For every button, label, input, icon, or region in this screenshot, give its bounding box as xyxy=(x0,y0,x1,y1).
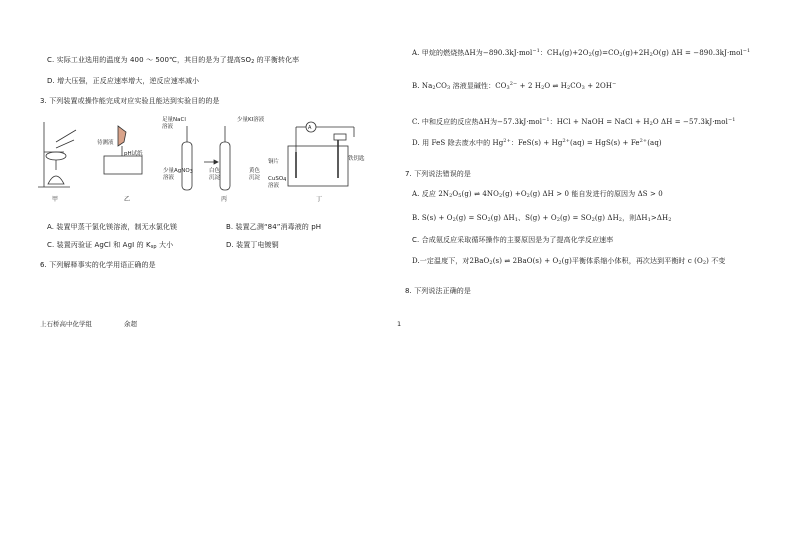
q3-stem: 3. 下列装置或操作能完成对应实验且能达到实验目的的是 xyxy=(40,97,220,105)
footer-author: 余超 xyxy=(124,320,137,328)
label-yi: 乙 xyxy=(124,196,131,203)
label-iron-key: 铁钥匙 xyxy=(348,156,365,162)
q6-stem: 6. 下列解释事实的化学用语正确的是 xyxy=(40,261,156,269)
q2-option-d: D. 增大压强，正反应速率增大，逆反应速率减小 xyxy=(47,77,200,85)
q3-option-a: A. 装置甲蒸干氯化镁溶液，制无水氯化镁 xyxy=(47,223,178,231)
q7-option-d: D.一定温度下，对2BaO$_2$(s) ⇌ $2BaO(s) + O_2(g)$平衡体系缩小体积，再次达到平衡时 c $(O_2)$ 不变 xyxy=(412,257,726,266)
apparatus-jia xyxy=(38,122,76,187)
apparatus-bing xyxy=(182,126,230,190)
q2-option-c: C. 实际工业选用的温度为 400 ～ 500℃，其目的是为了提高$SO_2$ 的平衡转化率 xyxy=(47,56,300,65)
page-number: 1 xyxy=(397,320,402,328)
label-copper: 铜片 xyxy=(268,159,280,165)
q6-option-b: B. $Na_2CO_3$ 溶液显碱性：$CO_3^{2-} + 2$ $H_2O$ ⇌ $H_2CO_3 + 2OH^-$ xyxy=(412,81,617,91)
q7-option-c: C. 合成氨反应采取循环操作的主要原因是为了提高化学反应速率 xyxy=(412,236,614,244)
label-jia: 甲 xyxy=(52,196,59,203)
apparatus-yi xyxy=(104,126,142,174)
label-bing: 丙 xyxy=(221,196,228,203)
label-ki: 少量KI溶液 xyxy=(237,117,265,123)
apparatus-figure xyxy=(34,112,374,207)
label-nacl-2: 溶液 xyxy=(162,124,174,130)
apparatus-ding xyxy=(288,122,354,186)
label-ding: 丁 xyxy=(316,196,323,203)
label-white-ppt-2: 沉淀 xyxy=(209,175,221,181)
label-yellow-ppt: 黄色 xyxy=(249,168,261,174)
label-yellow-ppt-2: 沉淀 xyxy=(249,175,261,181)
label-nacl: 足量NaCl xyxy=(162,117,186,123)
label-ammeter: A xyxy=(308,125,312,131)
label-agno3-2: 溶液 xyxy=(163,175,175,181)
label-reagent: 待测液 xyxy=(97,140,114,146)
label-cuso4-2: 溶液 xyxy=(268,183,280,189)
q7-option-a: A. 反应 $2N_2O_5(g)$ ⇌ $4NO_2(g) +O_2(g) \Delta H > 0$ 能自发进行的原因为 ΔS > 0 xyxy=(412,190,663,199)
q6-option-c: C. 中和反应的反应热ΔH为−57.3kJ·mol$^{-1}$：HCl + NaOH = NaCl + $H_2O$ ΔH = −57.3kJ·mol$^{-1}$ xyxy=(412,117,736,127)
q7-option-b: B. $S(s) + O_2(g) = SO_2(g)$ $\Delta H_1$、$S(g) + O_2(g) = SO_2(g)$ $\Delta H_2$，则$\Delta H_1>\Delta H_2$ xyxy=(412,214,672,223)
q7-stem: 7. 下列说法错误的是 xyxy=(405,170,472,178)
q6-option-d: D. 用 FeS 除去废水中的 $Hg^{2+}$：$FeS(s) + Hg^{2+}(aq) = HgS(s) + Fe^{2+}(aq)$ xyxy=(412,138,662,147)
q8-stem: 8. 下列说法正确的是 xyxy=(405,287,472,295)
q3-option-d: D. 装置丁电镀铜 xyxy=(226,241,279,249)
q3-option-c: C. 装置丙验证 AgCl 和 AgI 的 $K_{sp}$ 大小 xyxy=(47,241,174,250)
q3-option-b: B. 装置乙测“84”消毒液的 pH xyxy=(226,223,322,231)
q6-option-a: A. 甲烷的燃烧热ΔH为−890.3kJ·mol$^{-1}$：$CH_4(g)+2O_2(g)=CO_2(g)+2H_2O(g) \Delta H = -890.3kJ\cdot mol^{-1}$ xyxy=(412,48,751,58)
footer-school: 上石桥高中化学组 xyxy=(40,320,92,328)
label-white-ppt: 白色 xyxy=(209,168,221,174)
label-agno3: 少量AgNO3 xyxy=(163,168,193,175)
label-cuso4: CuSO4 xyxy=(268,176,287,183)
label-ph-paper: pH试纸 xyxy=(124,151,143,157)
